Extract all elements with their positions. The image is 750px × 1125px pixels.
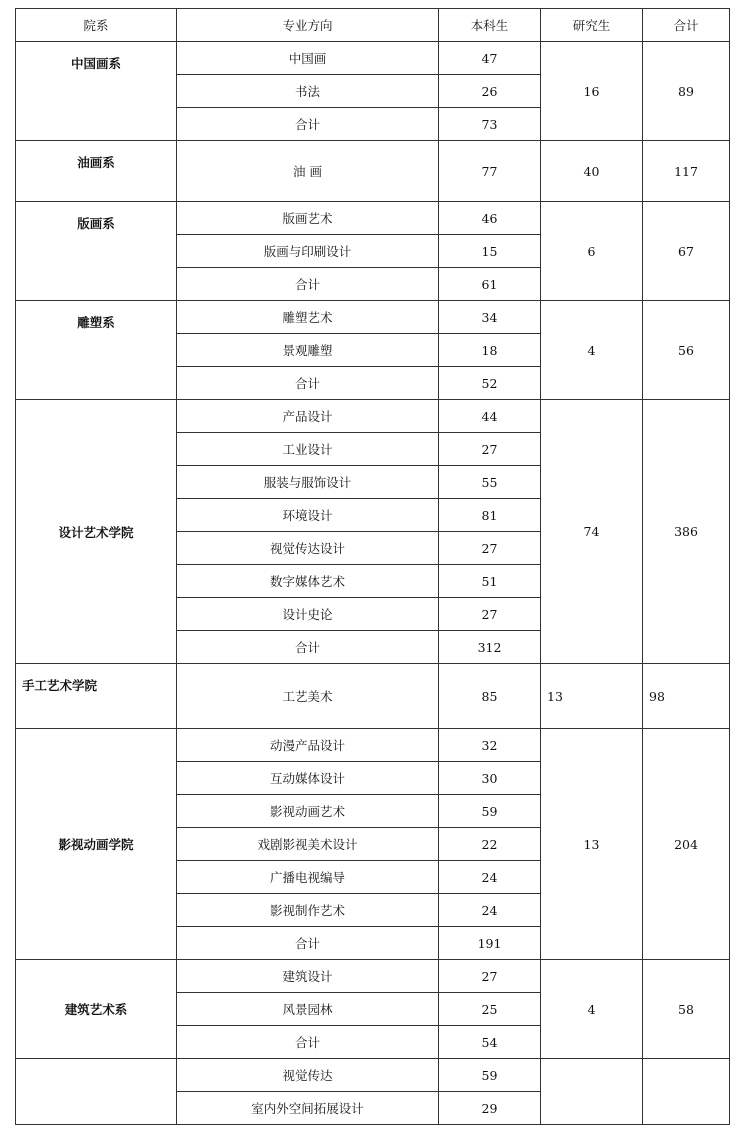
major-cell: 合计	[177, 108, 439, 141]
total-cell	[643, 1059, 730, 1125]
undergrad-cell: 24	[439, 861, 541, 894]
major-cell: 合计	[177, 631, 439, 664]
graduate-cell: 4	[541, 960, 643, 1059]
major-cell: 设计史论	[177, 598, 439, 631]
major-cell: 书法	[177, 75, 439, 108]
table-row	[16, 960, 730, 993]
undergrad-cell: 55	[439, 466, 541, 499]
total-cell: 89	[643, 42, 730, 141]
table-row	[16, 202, 730, 235]
graduate-cell: 13	[541, 664, 643, 729]
major-cell: 影视动画艺术	[177, 795, 439, 828]
undergrad-cell: 34	[439, 301, 541, 334]
dept-cell: 雕塑系	[16, 301, 177, 400]
major-cell: 视觉传达设计	[177, 532, 439, 565]
header-undergrad: 本科生	[439, 9, 541, 42]
major-cell: 产品设计	[177, 400, 439, 433]
total-cell: 67	[643, 202, 730, 301]
dept-cell: 设计艺术学院	[16, 400, 177, 664]
major-cell: 雕塑艺术	[177, 301, 439, 334]
undergrad-cell: 73	[439, 108, 541, 141]
undergrad-cell: 46	[439, 202, 541, 235]
major-cell: 合计	[177, 1026, 439, 1059]
major-cell: 戏剧影视美术设计	[177, 828, 439, 861]
major-cell: 版画与印刷设计	[177, 235, 439, 268]
total-cell: 117	[643, 141, 730, 202]
undergrad-cell: 27	[439, 960, 541, 993]
undergrad-cell: 30	[439, 762, 541, 795]
undergrad-cell: 312	[439, 631, 541, 664]
major-cell: 影视制作艺术	[177, 894, 439, 927]
major-cell: 数字媒体艺术	[177, 565, 439, 598]
major-cell: 合计	[177, 927, 439, 960]
undergrad-cell: 61	[439, 268, 541, 301]
major-cell: 服装与服饰设计	[177, 466, 439, 499]
header-dept: 院系	[16, 9, 177, 42]
graduate-cell: 74	[541, 400, 643, 664]
undergrad-cell: 44	[439, 400, 541, 433]
table-row	[16, 664, 730, 729]
major-cell: 广播电视编导	[177, 861, 439, 894]
undergrad-cell: 29	[439, 1092, 541, 1125]
table-row	[16, 141, 730, 202]
total-cell: 98	[643, 664, 730, 729]
total-cell: 56	[643, 301, 730, 400]
undergrad-cell: 22	[439, 828, 541, 861]
graduate-cell: 40	[541, 141, 643, 202]
undergrad-cell: 27	[439, 433, 541, 466]
graduate-cell: 4	[541, 301, 643, 400]
header-total: 合计	[643, 9, 730, 42]
undergrad-cell: 85	[439, 664, 541, 729]
enrollment-table	[15, 8, 730, 1125]
undergrad-cell: 47	[439, 42, 541, 75]
table-row	[16, 301, 730, 334]
dept-cell	[16, 1059, 177, 1125]
major-cell: 建筑设计	[177, 960, 439, 993]
graduate-cell	[541, 1059, 643, 1125]
major-cell: 风景园林	[177, 993, 439, 1026]
table-row	[16, 729, 730, 762]
table-row	[16, 42, 730, 75]
undergrad-cell: 191	[439, 927, 541, 960]
major-cell: 环境设计	[177, 499, 439, 532]
graduate-cell: 16	[541, 42, 643, 141]
major-cell: 室内外空间拓展设计	[177, 1092, 439, 1125]
table-row	[16, 1059, 730, 1092]
graduate-cell: 6	[541, 202, 643, 301]
dept-cell: 版画系	[16, 202, 177, 301]
major-cell: 景观雕塑	[177, 334, 439, 367]
undergrad-cell: 27	[439, 532, 541, 565]
undergrad-cell: 24	[439, 894, 541, 927]
undergrad-cell: 59	[439, 1059, 541, 1092]
total-cell: 386	[643, 400, 730, 664]
dept-cell: 手工艺术学院	[16, 664, 177, 729]
major-cell: 动漫产品设计	[177, 729, 439, 762]
dept-cell: 中国画系	[16, 42, 177, 141]
dept-cell: 建筑艺术系	[16, 960, 177, 1059]
undergrad-cell: 54	[439, 1026, 541, 1059]
major-cell: 工艺美术	[177, 664, 439, 729]
undergrad-cell: 77	[439, 141, 541, 202]
major-cell: 合计	[177, 268, 439, 301]
undergrad-cell: 25	[439, 993, 541, 1026]
major-cell: 中国画	[177, 42, 439, 75]
undergrad-cell: 81	[439, 499, 541, 532]
major-cell: 互动媒体设计	[177, 762, 439, 795]
major-cell: 工业设计	[177, 433, 439, 466]
table-row	[16, 400, 730, 433]
total-cell: 204	[643, 729, 730, 960]
dept-cell: 影视动画学院	[16, 729, 177, 960]
major-cell: 视觉传达	[177, 1059, 439, 1092]
total-cell: 58	[643, 960, 730, 1059]
undergrad-cell: 27	[439, 598, 541, 631]
major-cell: 合计	[177, 367, 439, 400]
dept-cell: 油画系	[16, 141, 177, 202]
undergrad-cell: 51	[439, 565, 541, 598]
major-cell: 版画艺术	[177, 202, 439, 235]
undergrad-cell: 59	[439, 795, 541, 828]
undergrad-cell: 15	[439, 235, 541, 268]
undergrad-cell: 52	[439, 367, 541, 400]
undergrad-cell: 26	[439, 75, 541, 108]
header-major: 专业方向	[177, 9, 439, 42]
undergrad-cell: 18	[439, 334, 541, 367]
undergrad-cell: 32	[439, 729, 541, 762]
graduate-cell: 13	[541, 729, 643, 960]
header-row	[16, 9, 730, 42]
header-graduate: 研究生	[541, 9, 643, 42]
major-cell: 油 画	[177, 141, 439, 202]
